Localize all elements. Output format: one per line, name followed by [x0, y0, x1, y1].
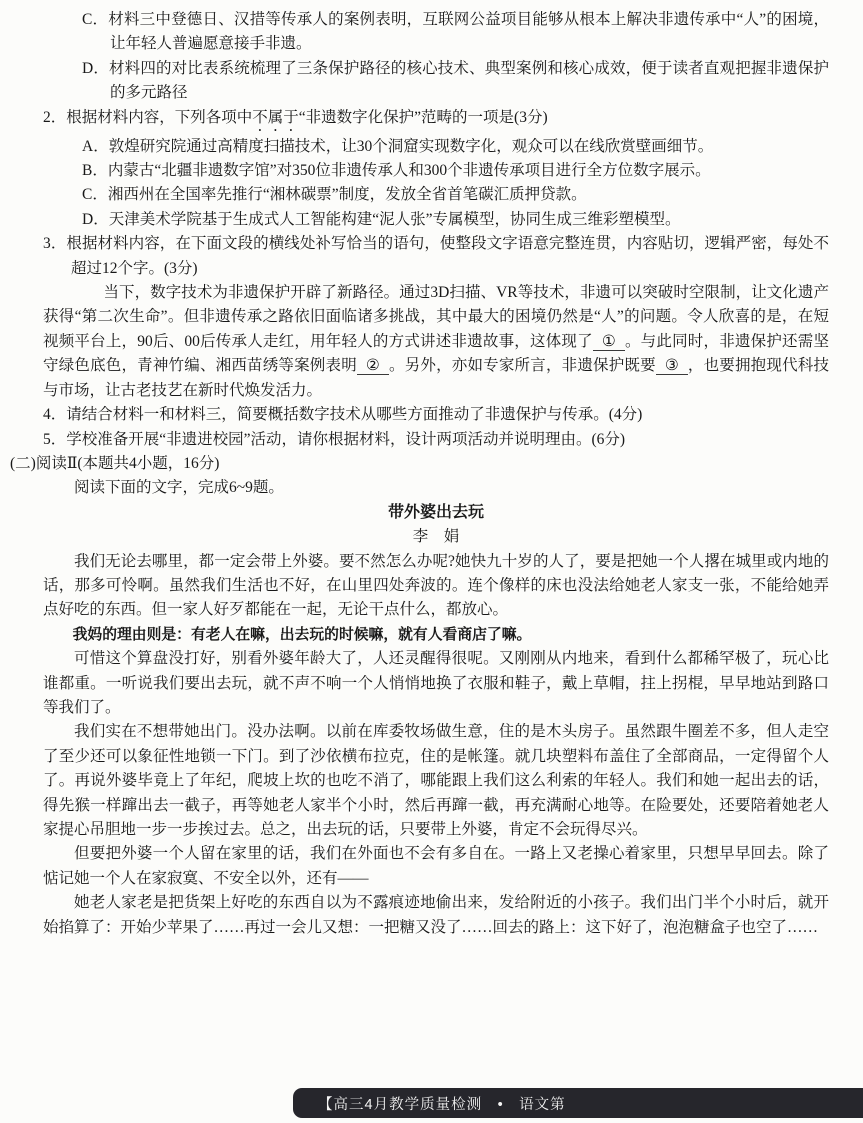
q3-stem: 3．根据材料内容，在下面文段的横线处补写恰当的语句，使整段文字语意完整连贯，内容贴切，逻辑严密，每处不超过12个字。(3分) — [43, 235, 829, 277]
q3-passage-segment-3: 。另外，亦如专家所言，非遗保护既要 — [389, 357, 656, 375]
q2-stem-part1: 2．根据材料内容，下列各项中 — [43, 108, 253, 126]
essay-author: 李 娟 — [412, 528, 460, 546]
q2-option-c: C．湘西州在全国率先推行“湘林碳票”制度，发放全省首笔碳汇质押贷款。 — [82, 186, 587, 204]
essay-paragraph-6: 她老人家老是把货架上好吃的东西自以为不露痕迹地偷出来，发给附近的小孩子。我们出门半个小时后，就开始掐算了：开始少苹果了……再过一会儿又想：一把糖又没了……回去的路上：这下好了，泡泡糖盒子也空了…… — [43, 894, 829, 936]
essay-paragraph-3: 可惜这个算盘没打好，别看外婆年龄大了，人还灵醒得很呢。又刚刚从内地来，看到什么都稀罕极了，玩心比谁都重。一听说我们要出去玩，就不声不响一个人悄悄地换了衣服和鞋子，戴上草帽，拄上拐棍，早早地站到路口等我们了。 — [43, 650, 829, 716]
q3-passage — [43, 281, 829, 403]
q2-stem-part2: “非遗数字化保护”范畴的一项是(3分) — [298, 108, 548, 126]
q4-stem: 4．请结合材料一和材料三，简要概括数字技术从哪些方面推动了非遗保护与传承。(4分) — [43, 406, 643, 424]
essay-paragraph-2-mom-reason: 我妈的理由则是：有老人在嘛，出去玩的时候嘛，就有人看商店了嘛。 — [72, 626, 532, 643]
q3-blank-2: ② — [357, 357, 389, 375]
q2-stem — [43, 106, 829, 135]
q2-option-d: D．天津美术学院基于生成式人工智能构建“泥人张”专属模型，协同生成三维彩塑模型。 — [82, 210, 681, 228]
section2-instruction: 阅读下面的文字，完成6~9题。 — [74, 479, 284, 497]
q3-blank-1: ① — [593, 333, 625, 351]
essay-paragraph-5: 但要把外婆一个人留在家里的话，我们在外面也不会有多自在。一路上又老操心着家里，只想早早回去。除了惦记她一个人在家寂寞、不安全以外，还有—— — [43, 845, 829, 887]
essay-title: 带外婆出去玩 — [387, 503, 484, 521]
essay-paragraph-1: 我们无论去哪里，都一定会带上外婆。要不然怎么办呢?她快九十岁的人了，要是把她一个人撂在城里或内地的话，那多可怜啊。虽然我们生活也不好，在山里四处奔波的。连个像样的床也没法给她老人家支一张，不能给她弄点好吃的东西。但一家人好歹都能在一起，无论干点什么，都放心。 — [43, 552, 829, 619]
q5-stem: 5．学校准备开展“非遗进校园”活动，请你根据材料，设计两项活动并说明理由。(6分) — [43, 430, 626, 448]
q3-blank-3: ③ — [656, 357, 688, 375]
q2-option-b: B．内蒙古“北疆非遗数字馆”对350位非遗传承人和300个非遗传承项目进行全方位数字展示。 — [82, 162, 711, 180]
q1-option-c: C．材料三中登德日、汉措等传承人的案例表明，互联网公益项目能够从根本上解决非遗传承中“人”的困境，让年轻人普遍愿意接手非遗。 — [82, 11, 829, 53]
q3-passage-segment-1: 当下，数字技术为非遗保护开辟了新路径。通过3D扫描、VR等技术，非遗可以突破时空限制，让文化遗产获得“第二次生命”。但非遗传承之路依旧面临诸多挑战，其中最大的困境仍然是“人”的问题。令人欣喜的是，在短视频平台上，90后、00后传承人走红，用年轻人的方式讲述非遗故事，这体现了 — [43, 284, 829, 350]
q3-passage-segment-2: 。与此同时，非遗保护还需坚守绿色底色，青神竹编、湘西苗绣等案例表明 — [43, 332, 829, 375]
q2-option-a: A．敦煌研究院通过高精度扫描技术，让30个洞窟实现数字化，观众可以在线欣赏壁画细节。 — [82, 137, 714, 155]
footer-text: 【高三4月教学质量检测 • 语文第 — [318, 1096, 566, 1113]
q1-option-d: D．材料四的对比表系统梳理了三条保护路径的核心技术、典型案例和核心成效，便于读者直观把握非遗保护的多元路径 — [82, 59, 829, 102]
footer-bar — [293, 1088, 863, 1118]
q3-passage-segment-4: ，也要拥抱现代科技与市场，让古老技艺在新时代焕发活力。 — [43, 357, 829, 399]
q2-stem-emphasis: 不属于 — [252, 108, 299, 126]
essay-paragraph-4: 我们实在不想带她出门。没办法啊。以前在库委牧场做生意，住的是木头房子。虽然跟牛圈差不多，但人走空了至少还可以象征性地锁一下门。到了沙依横布拉克，住的是帐篷。就几块塑料布盖住了全部商品，一定得留个人了。再说外婆毕竟上了年纪，爬坡上坎的也吃不消了，哪能跟上我们这么利索的年轻人。我们和她一起出去的话，得先猴一样蹿出去一截子，再等她老人家半个小时，然后再蹿一截，再充满耐心地等。在险要处，还要陪着她老人家提心吊胆地一步一步挨过去。总之，出去玩的话，只要带上外婆，肯定不会玩得尽兴。 — [43, 723, 829, 838]
section2-heading: (二)阅读Ⅱ(本题共4小题，16分) — [10, 454, 220, 472]
